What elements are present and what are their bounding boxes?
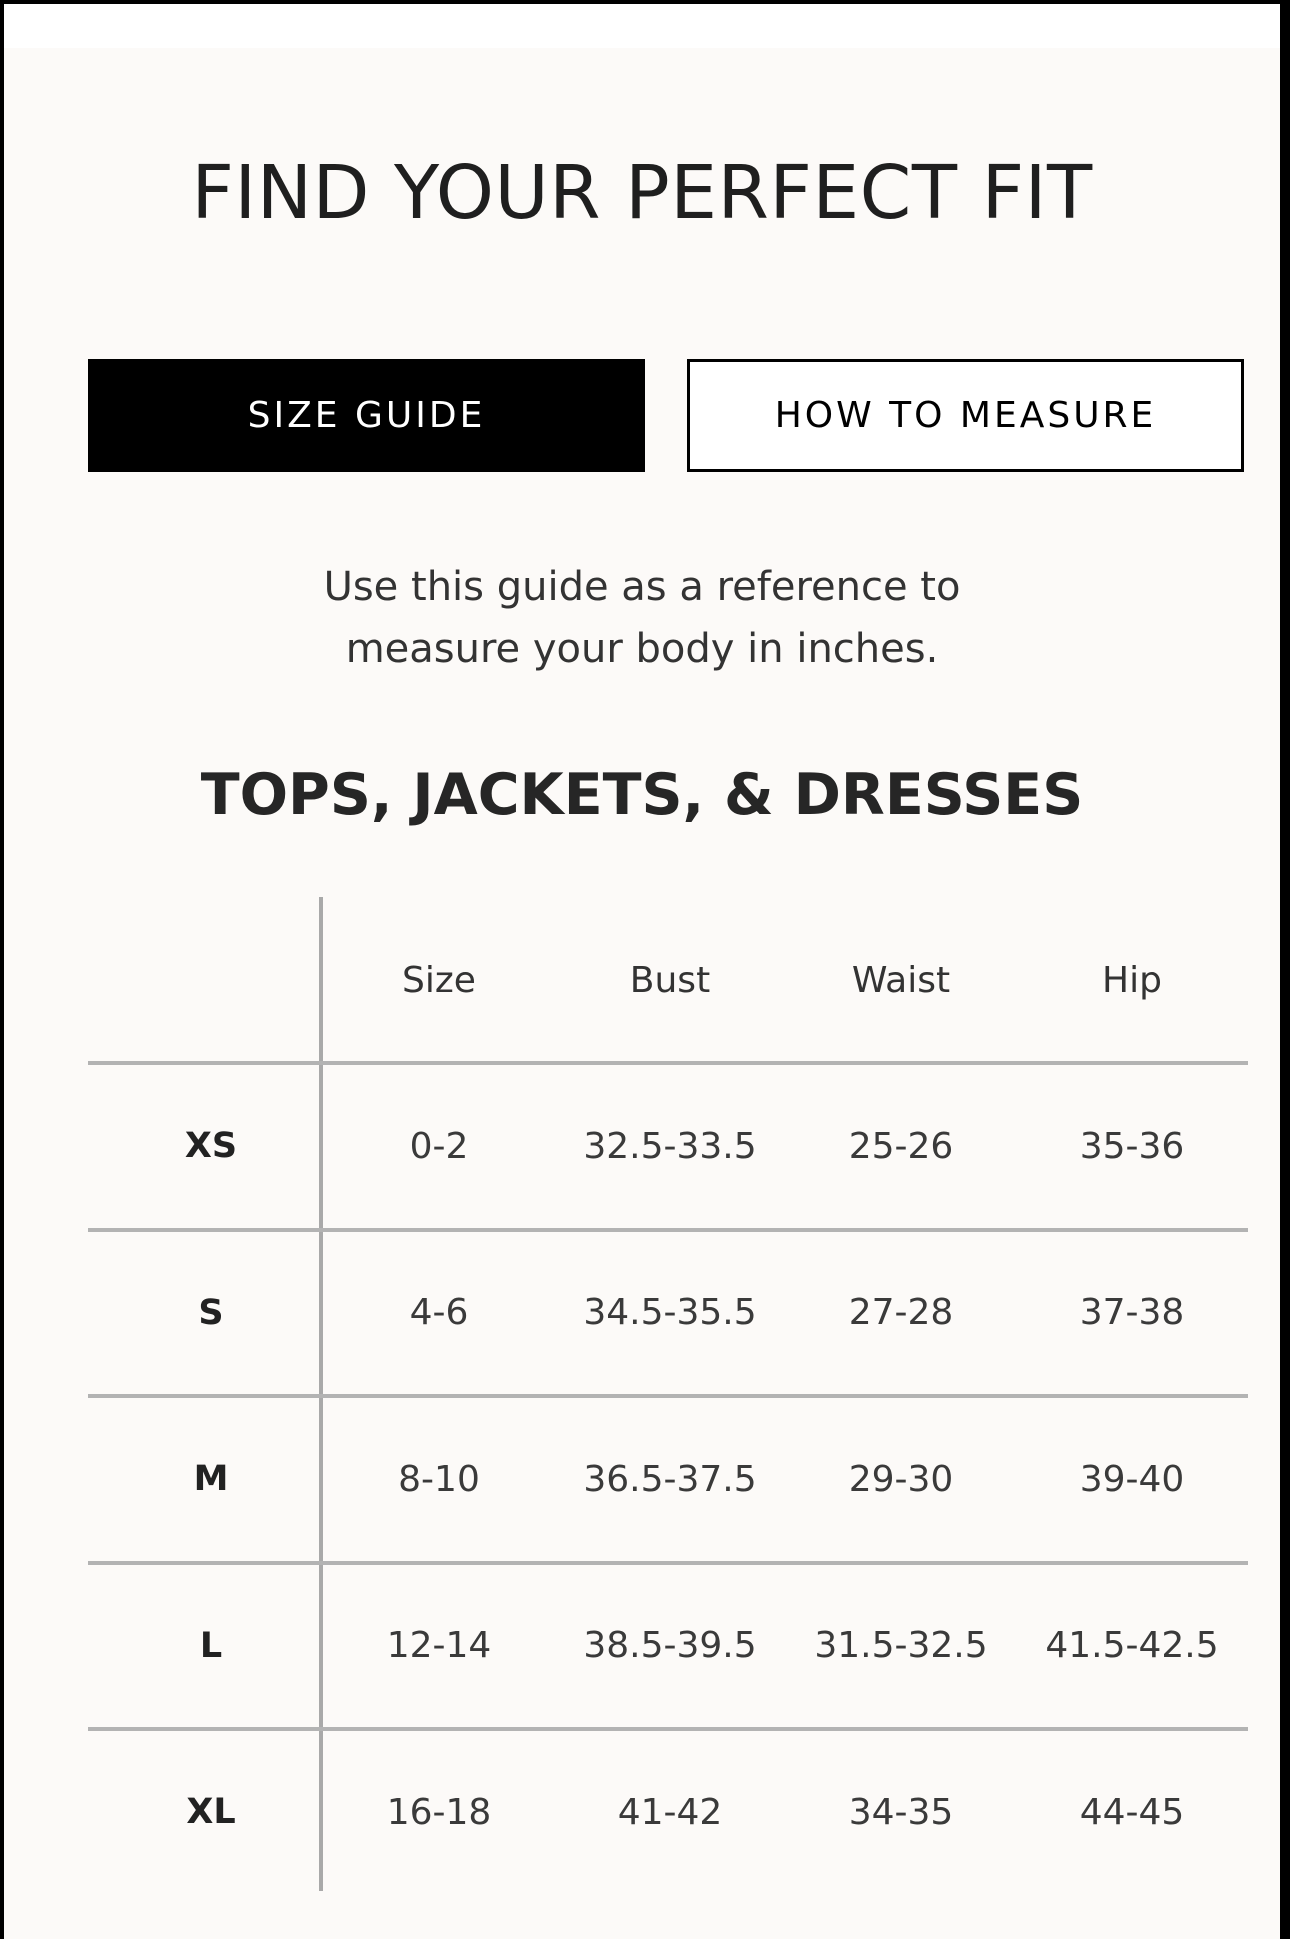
table-cell: 31.5-32.5 <box>814 1625 988 1667</box>
top-strip <box>4 4 1280 48</box>
table-cell: 27-28 <box>848 1292 954 1334</box>
size-guide-panel <box>4 4 1280 1939</box>
table-cell: 25-26 <box>848 1125 954 1167</box>
table-cell: 41.5-42.5 <box>1045 1625 1219 1667</box>
table-cell: 29-30 <box>848 1458 954 1500</box>
table-cell: 44-45 <box>1079 1791 1185 1833</box>
page-title: FIND YOUR PERFECT FIT <box>191 150 1093 236</box>
intro-text <box>4 556 1280 680</box>
row-label-xs: XS <box>184 1126 238 1167</box>
intro-line-2: measure your body in inches. <box>345 626 939 672</box>
table-cell: 35-36 <box>1079 1125 1185 1167</box>
table-cell: 39-40 <box>1079 1458 1185 1500</box>
table-cell: 4-6 <box>409 1292 469 1334</box>
column-header-size: Size <box>402 959 476 1001</box>
table-cell: 0-2 <box>409 1125 469 1167</box>
row-label-l: L <box>199 1625 223 1666</box>
table-cell: 34-35 <box>848 1791 954 1833</box>
table-cell: 12-14 <box>386 1625 492 1667</box>
table-cell: 16-18 <box>386 1791 492 1833</box>
table-cell: 37-38 <box>1079 1292 1185 1334</box>
row-label-xl: XL <box>186 1792 236 1833</box>
row-label-s: S <box>198 1292 224 1333</box>
tab-how-to-measure[interactable]: HOW TO MEASURE <box>687 359 1244 472</box>
table-cell: 38.5-39.5 <box>583 1625 757 1667</box>
table-cell: 32.5-33.5 <box>583 1125 757 1167</box>
column-header-bust: Bust <box>629 959 711 1001</box>
table-cell: 36.5-37.5 <box>583 1458 757 1500</box>
column-header-hip: Hip <box>1102 959 1162 1001</box>
row-label-m: M <box>193 1459 229 1500</box>
table-cell: 41-42 <box>617 1791 723 1833</box>
table-cell: 8-10 <box>398 1458 480 1500</box>
column-header-waist: Waist <box>851 959 951 1001</box>
table-cell: 34.5-35.5 <box>583 1292 757 1334</box>
intro-line-1: Use this guide as a reference to <box>323 564 961 610</box>
section-title: TOPS, JACKETS, & DRESSES <box>200 762 1084 828</box>
size-chart-table <box>88 897 1248 1891</box>
tab-size-guide[interactable]: SIZE GUIDE <box>88 359 645 472</box>
